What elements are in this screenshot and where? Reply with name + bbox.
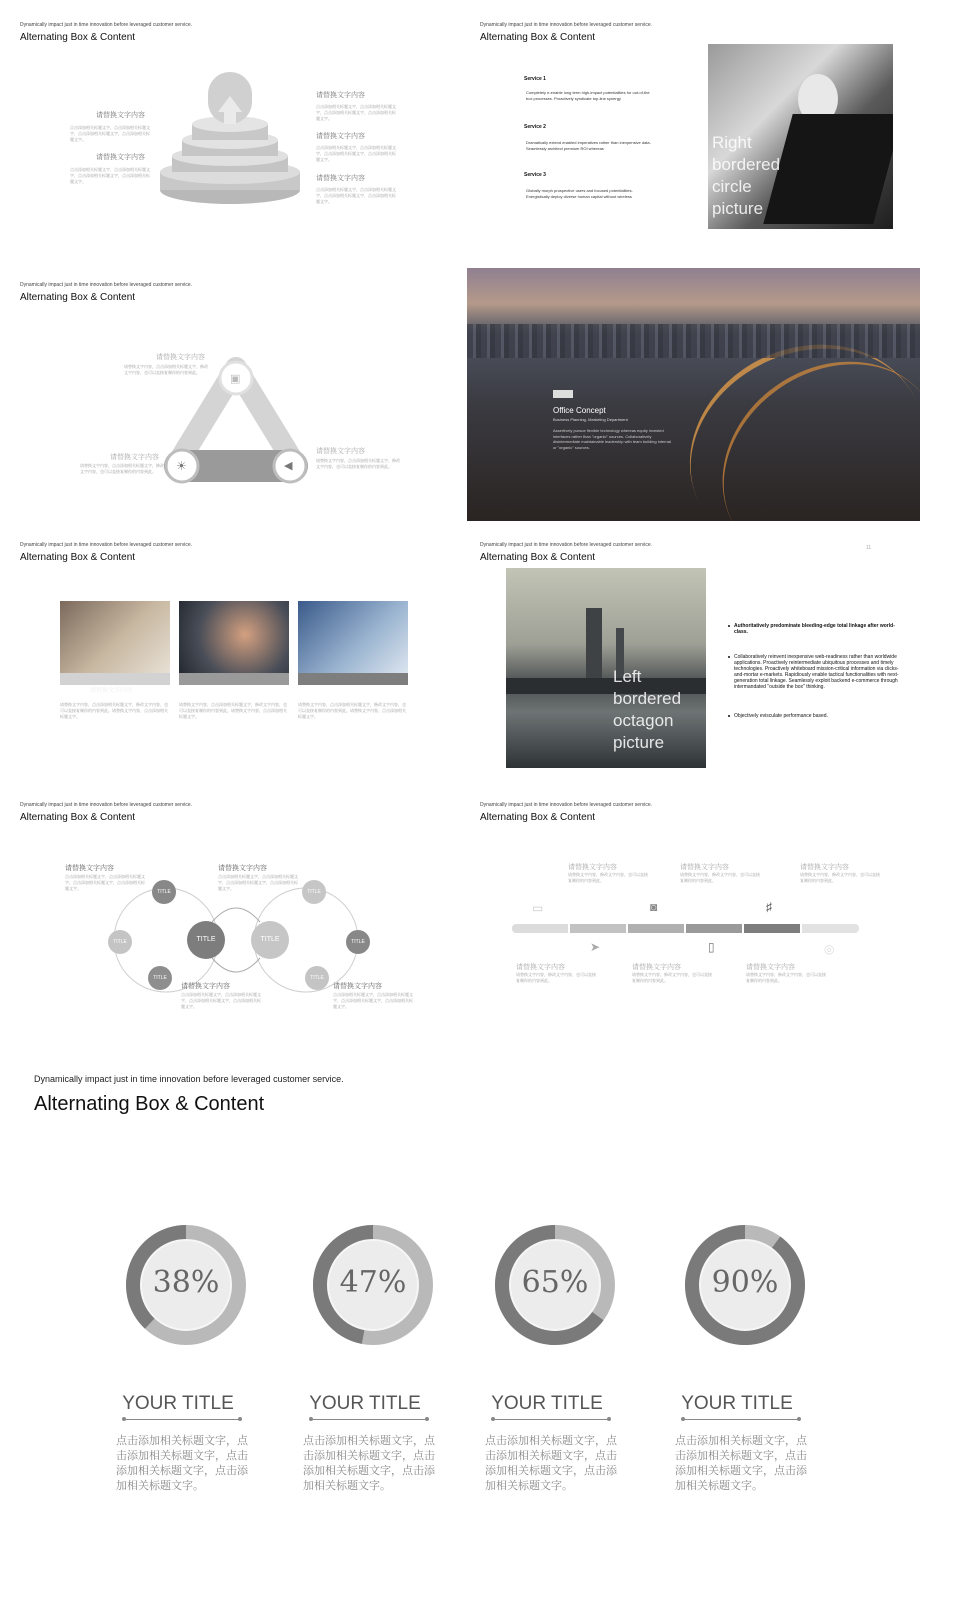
text-bottom-right: 请替换文字内容，点击添加相关标题文字，修改文字内容，也可以直接复制你的内容到此。 [316,458,400,469]
text-top-right: 点击添加相关标题文字，点击添加相关标题文字，点击添加相关标题文字，点击添加相关标题文字。 [218,874,298,891]
service-2-name: Service 2 [524,124,546,130]
circle-title-1: TITLE [157,889,171,895]
slide-title: Alternating Box & Content [20,32,136,43]
slide-timeline[interactable] [470,790,910,1030]
camera-icon: ◙ [650,900,658,914]
percent-label-2: 47% [339,1265,407,1300]
phone-icon: ▯ [708,940,715,954]
text-1: 请替换文字内容，点击添加相关标题文字，修改文字内容，也可以直接复制你的内容到此。请替换文字内容，点击添加相关标题文字。 [60,702,168,719]
item-title-1: YOUR TITLE [122,1393,234,1414]
label-right-3: 请替换文字内容 [316,175,365,182]
photo-digital-hands [179,601,289,685]
slide-subtitle: Dynamically impact just in time innovation before leveraged customer service. [480,22,653,28]
service-1-text: Completely e-enable long term high-impact potentialities for out-of-the box processes. Proactively syndicate top-line synergy [526,90,650,101]
underline-dot [491,1417,495,1421]
label-top-3: 请替换文字内容 [800,864,849,871]
underline-dot [607,1417,611,1421]
slide-title: Alternating Box & Content [20,812,136,823]
title-underline [493,1419,609,1420]
label-bottom-1: 请替换文字内容 [516,964,565,971]
timeline-bar [512,924,859,933]
percent-label-1: 38% [152,1265,220,1300]
bullet-dot-2 [728,656,730,658]
bullet-2: Collaboratively reinvent inexpensive web-readiness rather than worldwide applications. Proactively reintermediate ubiquitous processes and timely technologies. Proactively whiteboard mission-critical information via clicks-and-mortar e-markets. Rapidiously enable tactical functionalities with next-generation total linkage. Seamlessly exploit backend e-commerce through intermandated "outside the box" thinking. [734,654,899,690]
item-title-3: YOUR TITLE [491,1393,603,1414]
label-bottom-3: 请替换文字内容 [746,964,795,971]
slide-subtitle: Dynamically impact just in time innovation before leveraged customer service. [20,542,193,548]
circle-title-5: TITLE [351,939,365,945]
label-left-1: 请替换文字内容 [96,112,145,119]
lightbulb-icon: ☀ [176,459,187,473]
label-top-left: 请替换文字内容 [65,865,114,872]
photo-city-highway [467,268,920,521]
caption-1: 请替换文字内容 [90,688,133,694]
label-right-1: 请替换文字内容 [316,92,365,99]
bullet-dot-1 [728,625,730,627]
item-desc-3: 点击添加相关标题文字，点击添加相关标题文字，点击添加相关标题文字，点击添加相关标题文字。 [485,1435,617,1492]
slide-title: Alternating Box & Content [20,292,136,303]
slide-subtitle: Dynamically impact just in time innovation before leveraged customer service. [20,22,193,28]
label-top-1: 请替换文字内容 [568,864,617,871]
slide-triangle[interactable] [10,270,450,510]
page-number: 11 [866,545,872,551]
slide-title: Alternating Box & Content [480,552,596,563]
slide-subtitle: Dynamically impact just in time innovation before leveraged customer service. [480,802,653,808]
monitor-icon: ▭ [532,901,544,915]
slide-percentage-rings[interactable] [0,1060,960,1620]
bullet-3: Objectively evisculate performance based. [734,713,828,719]
slide-services[interactable] [470,10,910,250]
text-2: 请替换文字内容，点击添加相关标题文字，修改文字内容，也可以直接复制你的内容到此。请替换文字内容，点击添加相关标题文字。 [179,702,287,719]
slide-subtitle: Dynamically impact just in time innovation before leveraged customer service. [480,542,653,548]
item-desc-4: 点击添加相关标题文字，点击添加相关标题文字，点击添加相关标题文字，点击添加相关标题文字。 [675,1435,807,1492]
slide-title: Alternating Box & Content [20,552,136,563]
label-left-2: 请替换文字内容 [96,154,145,161]
bullet-1: Authoritatively predominate bleeding-edge total linkage after world-class. [734,623,895,635]
underline-dot [309,1417,313,1421]
photo-overlay-text: Right bordered circle picture [712,133,781,218]
text-bottom-1: 请替换文字内容，修改文字内容，也可以直接复制你的内容到此。 [516,972,596,983]
text-right-2: 点击添加相关标题文字，点击添加相关标题文字，点击添加相关标题文字，点击添加相关标题文字。 [316,145,396,162]
caption-3: 请替换文字内容 [328,688,371,694]
service-2-text: Dramatically extend enabled imperatives rather than inexpensive data. Seamlessly architect premium ROI whereas [526,140,651,151]
text-bottom-left: 请替换文字内容，点击添加相关标题文字，修改文字内容，也可以直接复制你的内容到此。 [80,463,164,474]
slide-subtitle: Dynamically impact just in time innovation before leveraged customer service. [20,802,193,808]
text-bottom-right: 点击添加相关标题文字，点击添加相关标题文字，点击添加相关标题文字，点击添加相关标题文字。 [333,992,413,1009]
service-3-name: Service 3 [524,172,546,178]
text-left-2: 点击添加相关标题文字，点击添加相关标题文字，点击添加相关标题文字，点击添加相关标题文字。 [70,167,150,184]
label-top-right: 请替换文字内容 [218,865,267,872]
circle-title-center-right: TITLE [260,936,280,943]
title-underline [311,1419,427,1420]
title-underline [124,1419,240,1420]
photo-team-planning [60,601,170,685]
text-left-1: 点击添加相关标题文字，点击添加相关标题文字，点击添加相关标题文字，点击添加相关标题文字。 [70,125,150,142]
concept-text: Assertively pursue flexible technology whereas equity invested interfaces rather than "organic" sources. Collaboratively disintermediate maintainable leadership with team building internal or "organic" sources. [553,428,671,450]
sliders-icon: ♯ [766,900,772,914]
underline-dot [425,1417,429,1421]
label-right-2: 请替换文字内容 [316,133,365,140]
circle-title-3: TITLE [153,975,167,981]
slide-subtitle: Dynamically impact just in time innovation before leveraged customer service. [20,282,193,288]
item-desc-1: 点击添加相关标题文字，点击添加相关标题文字，点击添加相关标题文字，点击添加相关标题文字。 [116,1435,248,1492]
slide-circle-cycle[interactable] [10,790,450,1030]
text-3: 请替换文字内容，点击添加相关标题文字，修改文字内容，也可以直接复制你的内容到此。请替换文字内容，点击添加相关标题文字。 [298,702,406,719]
percent-label-4: 90% [711,1265,779,1300]
text-top: 请替换文字内容，点击添加相关标题文字，修改文字内容，也可以直接复制你的内容到此。 [124,364,208,375]
bullet-dot-3 [728,715,730,717]
slide-title: Alternating Box & Content [34,1093,265,1115]
clipboard-icon: ▣ [230,373,241,385]
text-top-2: 请替换文字内容，修改文字内容，也可以直接复制你的内容到此。 [680,872,760,883]
label-top: 请替换文字内容 [156,354,205,361]
percent-label-3: 65% [521,1265,589,1300]
label-bottom-left: 请替换文字内容 [110,454,159,461]
text-bottom-3: 请替换文字内容，修改文字内容，也可以直接复制你的内容到此。 [746,972,826,983]
underline-dot [122,1417,126,1421]
text-bottom-left: 点击添加相关标题文字，点击添加相关标题文字，点击添加相关标题文字，点击添加相关标题文字。 [181,992,261,1009]
concept-subtitle: Business Planning, Marketing Department [553,417,628,422]
slide-octagon-picture[interactable] [470,530,910,770]
circle-title-center-left: TITLE [196,936,216,943]
underline-dot [681,1417,685,1421]
label-bottom-right: 请替换文字内容 [316,448,365,455]
label-bottom-right: 请替换文字内容 [333,983,382,990]
text-bottom-2: 请替换文字内容，修改文字内容，也可以直接复制你的内容到此。 [632,972,712,983]
title-underline [683,1419,799,1420]
cycle-graphic [100,878,370,1008]
caption-2: 请替换文字内容 [209,688,252,694]
photo-man-on-street [708,44,893,229]
photo-london-bridge [506,568,706,768]
text-right-1: 点击添加相关标题文字，点击添加相关标题文字，点击添加相关标题文字，点击添加相关标题文字。 [316,104,396,121]
circle-title-6: TITLE [310,975,324,981]
slide-subtitle: Dynamically impact just in time innovation before leveraged customer service. [34,1074,344,1084]
text-top-left: 点击添加相关标题文字，点击添加相关标题文字，点击添加相关标题文字，点击添加相关标题文字。 [65,874,145,891]
settings-icon: ◎ [824,942,835,956]
text-top-1: 请替换文字内容，修改文字内容，也可以直接复制你的内容到此。 [568,872,648,883]
slide-title: Alternating Box & Content [480,32,596,43]
photo-touch-screen [298,601,408,685]
underline-dot [797,1417,801,1421]
label-bottom-2: 请替换文字内容 [632,964,681,971]
item-title-4: YOUR TITLE [681,1393,793,1414]
service-1-name: Service 1 [524,76,546,82]
label-bottom-left: 请替换文字内容 [181,983,230,990]
slide-pyramid[interactable] [10,10,450,250]
circle-title-4: TITLE [307,889,321,895]
slide-three-photos[interactable] [10,530,450,770]
concept-title: Office Concept [553,406,606,415]
text-top-3: 请替换文字内容，修改文字内容，也可以直接复制你的内容到此。 [800,872,880,883]
service-3-text: Globally morph prospective users and focused potentialities. Energistically deploy diverse human capital without wireless [526,188,633,199]
photo-overlay-text: Left bordered octagon picture [613,667,682,752]
label-top-2: 请替换文字内容 [680,864,729,871]
text-right-3: 点击添加相关标题文字，点击添加相关标题文字，点击添加相关标题文字，点击添加相关标题文字。 [316,187,396,204]
megaphone-icon: ◀ [284,460,293,472]
item-title-2: YOUR TITLE [309,1393,421,1414]
circle-title-2: TITLE [113,939,127,945]
pyramid-graphic [150,60,310,210]
underline-dot [238,1417,242,1421]
item-desc-2: 点击添加相关标题文字，点击添加相关标题文字，点击添加相关标题文字，点击添加相关标题文字。 [303,1435,435,1492]
slide-title: Alternating Box & Content [480,812,596,823]
slide-city-photo[interactable] [467,268,920,521]
paper-plane-icon: ➤ [590,940,601,954]
